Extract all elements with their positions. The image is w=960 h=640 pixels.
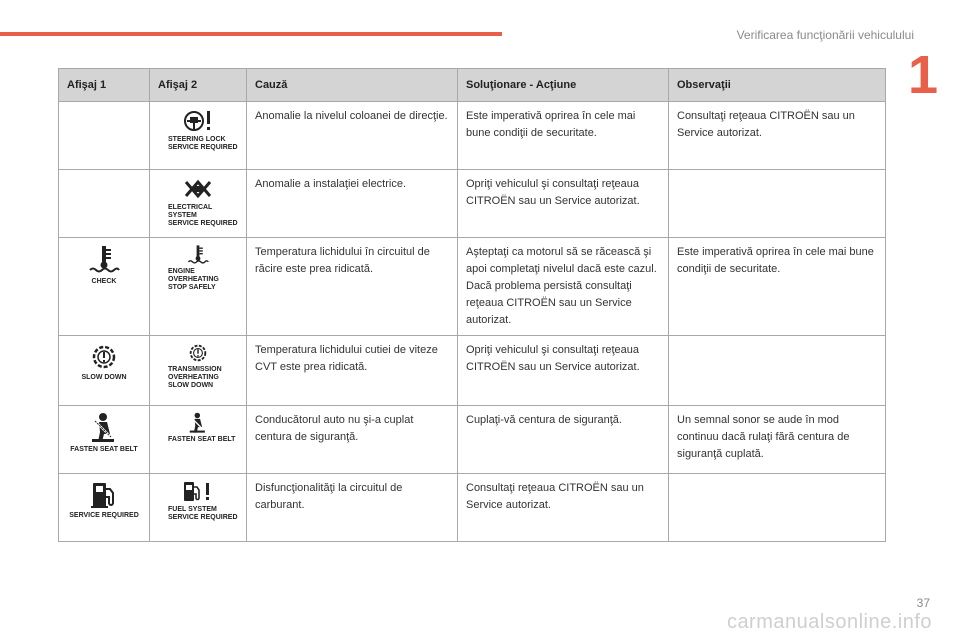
display1-cell xyxy=(59,170,150,238)
column-header: Afişaj 2 xyxy=(150,69,247,102)
cause-cell: Disfuncţionalităţi la circuitul de carburant. xyxy=(247,474,458,542)
transmission-overheat-icon xyxy=(187,342,209,364)
action-cell: Opriţi vehiculul şi consultaţi reţeaua CITROËN sau un Service autorizat. xyxy=(458,170,669,238)
action-cell: Opriţi vehiculul şi consultaţi reţeaua CITROËN sau un Service autorizat. xyxy=(458,336,669,406)
action-cell: Aşteptaţi ca motorul să se răcească şi apoi completaţi nivelul dacă este cazul. Dacă problema persistă consultaţi reţeaua CITROËN sau un Service autorizat. xyxy=(458,238,669,336)
display1-cell xyxy=(59,406,150,474)
display1-label: SLOW DOWN xyxy=(81,374,127,381)
display1-cell xyxy=(59,102,150,170)
note-cell: Este imperativă oprirea în cele mai bune condiţii de securitate. xyxy=(669,238,886,336)
transmission-overheat-icon xyxy=(89,342,119,372)
watermark: carmanualsonline.info xyxy=(726,611,932,633)
table-row xyxy=(59,406,886,474)
fuel-pump-icon xyxy=(89,480,119,510)
display1-label: SERVICE REQUIRED xyxy=(69,512,139,519)
seat-belt-icon xyxy=(188,412,208,434)
display2-label: TRANSMISSION OVERHEATING SLOW DOWN xyxy=(168,366,222,389)
column-header: Soluţionare - Acţiune xyxy=(458,69,669,102)
table-row xyxy=(59,336,886,406)
coolant-temperature-icon xyxy=(186,244,210,266)
display2-cell xyxy=(150,406,247,474)
note-cell xyxy=(669,474,886,542)
seat-belt-icon xyxy=(90,412,118,444)
display1-cell xyxy=(59,474,150,542)
display1-label: CHECK xyxy=(91,278,117,285)
display2-cell xyxy=(150,474,247,542)
display2-label: ENGINE OVERHEATING STOP SAFELY xyxy=(168,268,219,291)
display2-label: FASTEN SEAT BELT xyxy=(168,436,236,443)
display1-label: FASTEN SEAT BELT xyxy=(70,446,138,453)
table-row xyxy=(59,170,886,238)
fuel-pump-icon xyxy=(180,480,216,504)
page-number: 37 xyxy=(916,596,930,610)
display2-cell xyxy=(150,336,247,406)
display2-label: ELECTRICAL SYSTEM SERVICE REQUIRED xyxy=(168,204,238,227)
warning-table xyxy=(58,68,886,542)
steering-lock-icon xyxy=(176,108,220,134)
accent-bar xyxy=(0,32,502,36)
cause-cell: Conducătorul auto nu şi-a cuplat centura de siguranţă. xyxy=(247,406,458,474)
column-header: Observaţii xyxy=(669,69,886,102)
display2-label: FUEL SYSTEM SERVICE REQUIRED xyxy=(168,506,238,521)
action-cell: Consultaţi reţeaua CITROËN sau un Service autorizat. xyxy=(458,474,669,542)
display2-cell xyxy=(150,102,247,170)
display2-cell xyxy=(150,238,247,336)
display2-cell xyxy=(150,170,247,238)
note-cell xyxy=(669,170,886,238)
cause-cell: Temperatura lichidului în circuitul de răcire este prea ridicată. xyxy=(247,238,458,336)
action-cell: Cuplaţi-vă centura de siguranţă. xyxy=(458,406,669,474)
electrical-system-icon xyxy=(176,176,220,202)
cause-cell: Anomalie la nivelul coloanei de direcţie. xyxy=(247,102,458,170)
display2-label: STEERING LOCK SERVICE REQUIRED xyxy=(168,136,238,151)
display1-cell xyxy=(59,238,150,336)
action-cell: Este imperativă oprirea în cele mai bune condiţii de securitate. xyxy=(458,102,669,170)
column-header: Afişaj 1 xyxy=(59,69,150,102)
note-cell: Un semnal sonor se aude în mod continuu dacă rulaţi fără centura de siguranţă cuplată. xyxy=(669,406,886,474)
section-title: Verificarea funcţionării vehiculului xyxy=(736,28,914,42)
note-cell: Consultaţi reţeaua CITROËN sau un Service autorizat. xyxy=(669,102,886,170)
cause-cell: Temperatura lichidului cutiei de viteze CVT este prea ridicată. xyxy=(247,336,458,406)
table-header-row xyxy=(59,69,886,102)
note-cell xyxy=(669,336,886,406)
display1-cell xyxy=(59,336,150,406)
table-row xyxy=(59,238,886,336)
column-header: Cauză xyxy=(247,69,458,102)
chapter-number: 1 xyxy=(907,45,938,105)
table-row xyxy=(59,102,886,170)
cause-cell: Anomalie a instalaţiei electrice. xyxy=(247,170,458,238)
coolant-temperature-icon xyxy=(87,244,121,276)
table-row xyxy=(59,474,886,542)
